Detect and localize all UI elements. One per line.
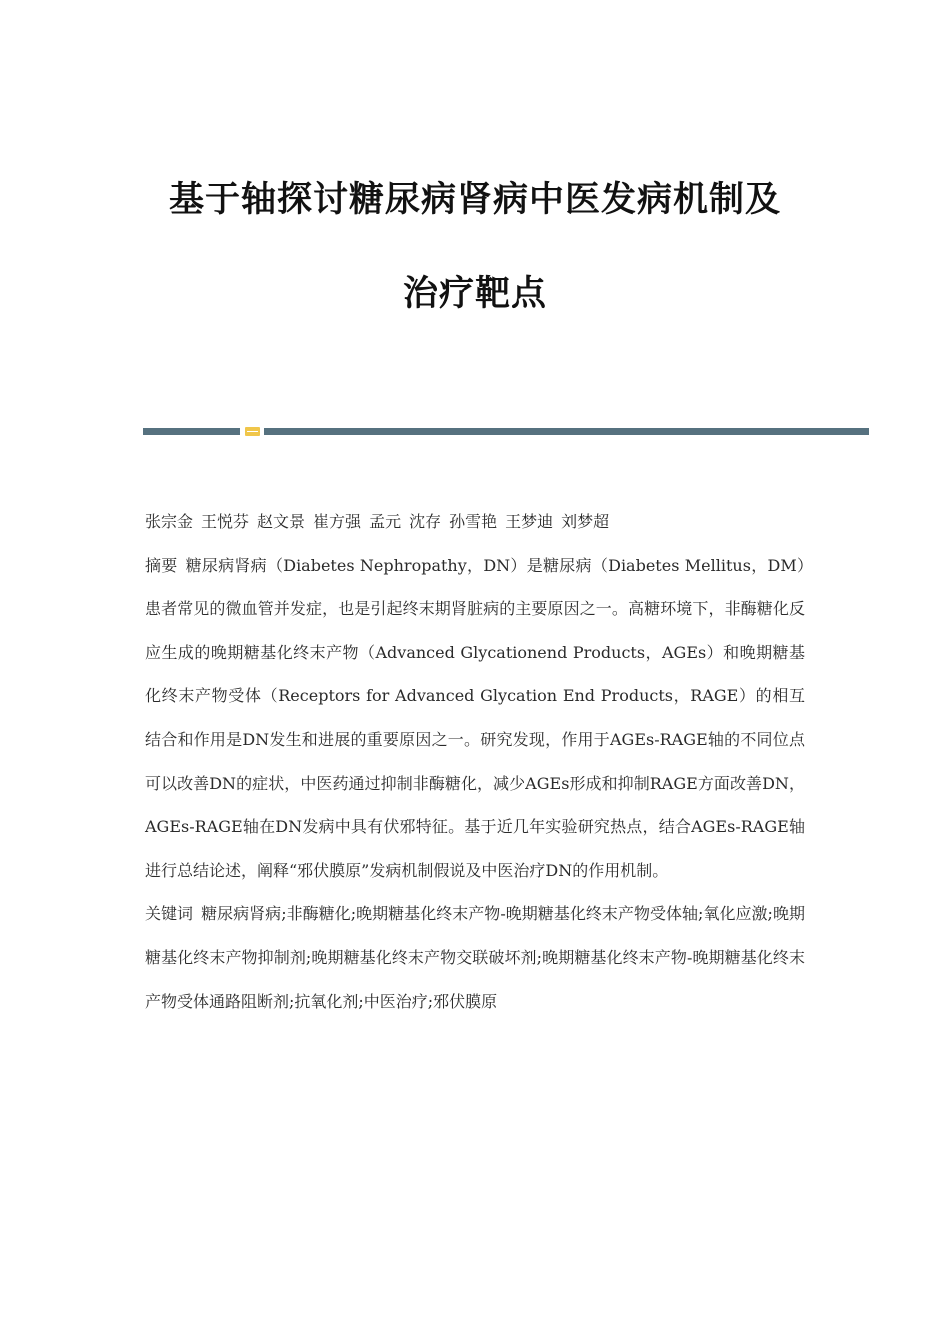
abstract-label: 摘要 <box>145 555 178 575</box>
author: 王梦迪 <box>505 512 554 531</box>
keywords-label: 关键词 <box>145 904 194 924</box>
title-divider <box>143 427 869 436</box>
abstract <box>145 544 805 893</box>
paper-body <box>145 500 805 1023</box>
author: 孙雪艳 <box>449 512 498 531</box>
divider-bar-right <box>264 428 869 435</box>
author: 王悦芬 <box>201 512 250 531</box>
author: 刘梦超 <box>561 512 610 531</box>
author: 赵文景 <box>257 512 306 531</box>
author-list <box>145 500 805 544</box>
author: 崔方强 <box>313 512 362 531</box>
abstract-text: 糖尿病肾病（Diabetes Nephropathy，DN）是糖尿病（Diabetes Mellitus，DM）患者常见的微血管并发症，也是引起终末期肾脏病的主要原因之一。高糖环境下，非酶糖化反应生成的晚期糖基化终末产物（Advanced Glycationend Products，AGEs）和晚期糖基化终末产物受体（Receptors for Advanced Glycation End Products，RAGE）的相互结合和作用是DN发生和进展的重要原因之一。研究发现，作用于AGEs-RAGE轴的不同位点可以改善DN的症状，中医药通过抑制非酶糖化，减少AGEs形成和抑制RAGE方面改善DN，AGEs-RAGE轴在DN发病中具有伏邪特征。基于近几年实验研究热点，结合AGEs-RAGE轴进行总结论述，阐释“邪伏膜原”发病机制假说及中医治疗DN的作用机制。 <box>145 555 805 880</box>
author: 沈存 <box>409 512 442 531</box>
author: 张宗金 <box>145 512 194 531</box>
title-line-1: 基于轴探讨糖尿病肾病中医发病机制及 <box>168 180 781 220</box>
title-line-2: 治疗靶点 <box>402 274 547 314</box>
author: 孟元 <box>369 512 402 531</box>
divider-badge-icon <box>245 427 260 436</box>
keywords-text: 糖尿病肾病;非酶糖化;晚期糖基化终末产物-晚期糖基化终末产物受体轴;氧化应激;晚期糖基化终末产物抑制剂;晚期糖基化终末产物交联破坏剂;晚期糖基化终末产物-晚期糖基化终末产物受体通路阻断剂;抗氧化剂;中医治疗;邪伏膜原 <box>145 904 805 1011</box>
paper-title <box>0 178 950 316</box>
keywords <box>145 892 805 1023</box>
divider-bar-left <box>143 428 240 435</box>
